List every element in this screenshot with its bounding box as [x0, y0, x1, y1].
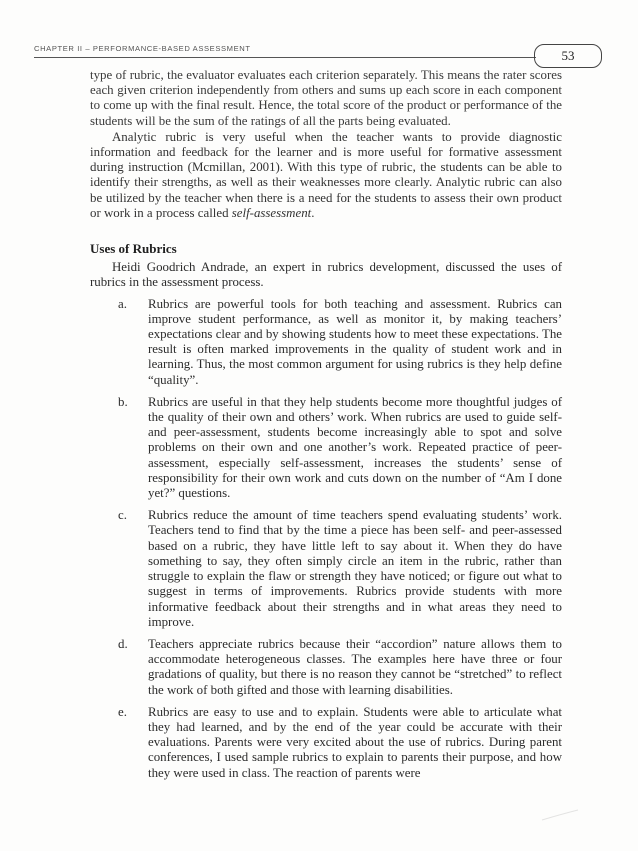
- list-marker: d.: [118, 636, 128, 651]
- list-item-text: Rubrics are powerful tools for both teaching and assessment. Rubrics can improve student performance, as well as monitor it, by making teachers’ expectations clear and by showing students how to meet these expectations. The result is often marked improvements in the quality of student work and in learning. Thus, the most common argument for using rubrics is they help define “quality”.: [148, 296, 562, 387]
- list-item: [90, 508, 562, 630]
- page-body: [90, 68, 562, 788]
- list-item-text: Rubrics reduce the amount of time teachers spend evaluating students’ work. Teachers tend to find that by the time a piece has been self- and peer-assessed based on a rubric, they have little left to say about it. When they do have something to say, they often simply circle an item in the rubric, rather than struggle to explain the flaw or strength they have noticed; or figure out what to suggest in terms of improvements. Rubrics provide students with more informative feedback about their strengths and in what areas they need to improve.: [148, 508, 562, 629]
- list-item: [90, 395, 562, 501]
- page-header: [34, 44, 604, 68]
- section-heading: Uses of Rubrics: [90, 241, 177, 257]
- list-item-text: Rubrics are useful in that they help students become more thoughtful judges of the quality of their own and others’ work. When rubrics are used to guide self- and peer-assessment, students become increasingly able to spot and solve problems on their own and one another’s work. Repeated practice of peer-assessment, especially self-assessment, increases the students’ sense of responsibility for their own work and cuts down on the number of “Am I done yet?” questions.: [148, 394, 562, 501]
- list-item: [90, 297, 562, 388]
- list-marker: a.: [118, 296, 127, 311]
- list-marker: b.: [118, 394, 128, 409]
- list-item-text: Rubrics are easy to use and to explain. Students were able to articulate what they had learned, and by the end of the year could be accurate with their evaluations. Parents were very excited about the use of rubrics. During parent conferences, I used sample rubrics to explain to parents their purpose, and how they were used in class. The reaction of parents were: [148, 704, 562, 780]
- header-rule: [34, 57, 536, 58]
- section-intro: Heidi Goodrich Andrade, an expert in rubrics development, discussed the uses of rubrics in the assessment process.: [90, 260, 562, 290]
- page-number: 53: [534, 44, 602, 68]
- list-item: [90, 637, 562, 698]
- paragraph-2-main: Analytic rubric is very useful when the teacher wants to provide diagnostic information and feedback for the learner and is more useful for formative assessment during instruction (Mcmillan, 2001). With this type of rubric, the students can be able to identify their strengths, as well as their weaknesses more clearly. Analytic rubric can also be utilized by the teacher when there is a need for the students to assess their own product or work in a process called: [90, 129, 562, 220]
- uses-list: [90, 297, 562, 781]
- running-head: CHAPTER II – PERFORMANCE-BASED ASSESSMENT: [34, 44, 251, 53]
- list-item-text: Teachers appreciate rubrics because their “accordion” nature allows them to accommodate heterogeneous classes. The examples here have three or four gradations of quality, but there is no reason they cannot be “stretched” to reflect the work of both gifted and those with learning disabilities.: [148, 636, 562, 697]
- list-item: [90, 705, 562, 781]
- paragraph-2-term: self-assessment: [231, 205, 312, 220]
- paragraph-1: type of rubric, the evaluator evaluates each criterion separately. This means the rater scores each given criterion independently from others and sums up each score in each component to come up with the final result. Hence, the total score of the product or performance of the students will be the sum of the ratings of all the parts being evaluated.: [90, 68, 562, 128]
- list-marker: c.: [118, 508, 127, 523]
- list-marker: e.: [118, 704, 127, 719]
- scan-smudge-mark: [540, 808, 580, 822]
- paragraph-2-end: .: [311, 205, 315, 220]
- paragraph-2: [90, 130, 562, 221]
